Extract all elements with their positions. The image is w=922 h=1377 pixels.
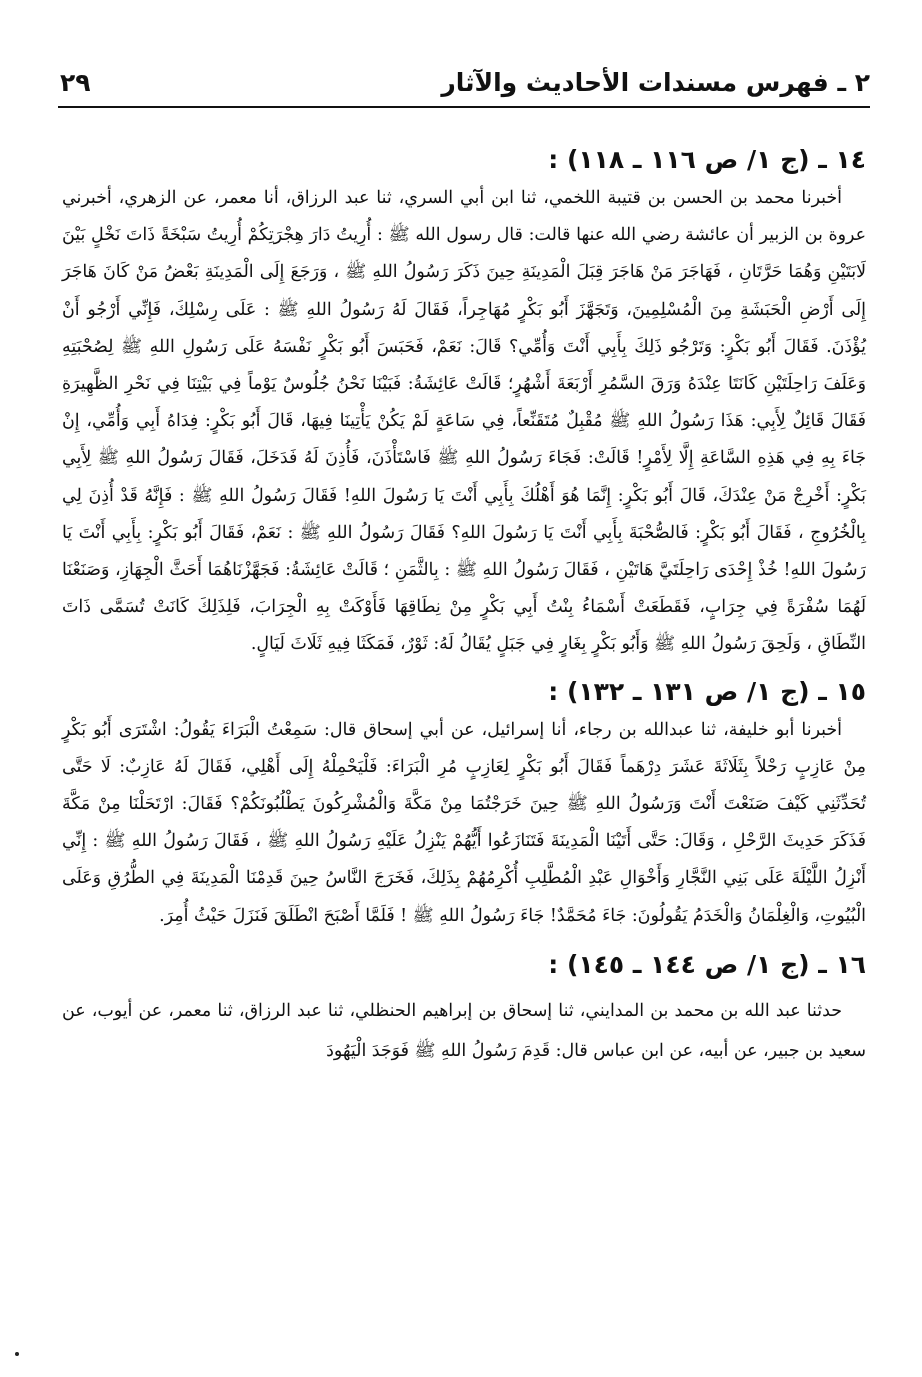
page-header [60, 62, 870, 102]
entry-text: حدثنا عبد الله بن محمد بن المدايني، ثنا إسحاق بن إبراهيم الحنظلي، ثنا عبد الرزاق، ثنا معمر، عن أيوب، عن سعيد بن جبير، عن أبيه، عن ابن عباس قال: قَدِمَ رَسُولُ اللهِ ﷺ فَوَجَدَ الْيَهُودَ [62, 1000, 866, 1061]
entry-text: أخبرنا محمد بن الحسن بن قتيبة اللخمي، ثنا ابن أبي السري، ثنا عبد الرزاق، أنا معمر، عن الزهري، أخبرني عروة بن الزبير أن عائشة رضي الله عنها قالت: قال رسول الله ﷺ : أُرِيتُ دَارَ هِجْرَتِكُمْ أُرِيتُ سَبْخَةً ذَاتَ نَخْلٍ بَيْنَ لَابَتَيْنِ وَهُمَا حَرَّتَانِ ، فَهَاجَرَ مَنْ هَاجَرَ قِبَلَ الْمَدِينَةِ حِينَ ذَكَرَ رَسُولُ اللهِ ﷺ ، وَرَجَعَ إِلَى الْمَدِينَةِ بَعْضُ مَنْ كَانَ هَاجَرَ إِلَى أَرْضِ الْحَبَشَةِ مِنَ الْمُسْلِمِينَ، وَتَجَهَّزَ أَبُو بَكْرٍ مُهَاجِراً، فَقَالَ لَهُ رَسُولُ اللهِ ﷺ : عَلَى رِسْلِكَ، فَإِنِّي أَرْجُو أَنْ يُؤْذَنَ. فَقَالَ أَبُو بَكْرٍ: وَتَرْجُو ذَلِكَ بِأَبِي أَنْتَ وَأُمِّي؟ قَالَ: نَعَمْ، فَحَبَسَ أَبُو بَكْرٍ نَفْسَهُ عَلَى رَسُولِ اللهِ ﷺ لِصُحْبَتِهِ وَعَلَفَ رَاحِلَتَيْنِ كَانَتَا عِنْدَهُ وَرَقَ السَّمُرِ أَرْبَعَةَ أَشْهُرٍ؛ قَالَتْ عَائِشَةُ: فَبَيْنَا نَحْنُ جُلُوسٌ يَوْماً فِي بَيْتِنَا فِي نَحْرِ الظَّهِيرَةِ فَقَالَ قَائِلٌ لِأَبِي: هَذَا رَسُولُ اللهِ ﷺ مُقْبِلٌ مُتَقَنِّعاً، فِي سَاعَةٍ لَمْ يَكُنْ يَأْتِينَا فِيهَا، قَالَ أَبُو بَكْرٍ: فِدَاهُ أَبِي وَأُمِّي، إِنْ جَاءَ بِهِ فِي هَذِهِ السَّاعَةِ إِلَّا لِأَمْرٍ! قَالَتْ: فَجَاءَ رَسُولُ اللهِ ﷺ فَاسْتَأْذَنَ، فَأُذِنَ لَهُ فَدَخَلَ، فَقَالَ رَسُولُ اللهِ ﷺ لِأَبِي بَكْرٍ: أَخْرِجْ مَنْ عِنْدَكَ، قَالَ أَبُو بَكْرٍ: إِنَّمَا هُوَ أَهْلُكَ بِأَبِي أَنْتَ يَا رَسُولَ اللهِ! فَقَالَ رَسُولُ اللهِ ﷺ : فَإِنَّهُ قَدْ أُذِنَ لِي بِالْخُرُوجِ ، فَقَالَ أَبُو بَكْرٍ: فَالصُّحْبَةَ بِأَبِي أَنْتَ يَا رَسُولَ اللهِ؟ فَقَالَ رَسُولُ اللهِ ﷺ : نَعَمْ، فَقَالَ أَبُو بَكْرٍ: بِأَبِي أَنْتَ يَا رَسُولَ اللهِ! خُذْ إِحْدَى رَاحِلَتَيَّ هَاتَيْنِ ، فَقَالَ رَسُولُ اللهِ ﷺ : بِالثَّمَنِ ؛ قَالَتْ عَائِشَةُ: فَجَهَّزْنَاهُمَا أَحَثَّ الْجِهَازِ، وَصَنَعْنَا لَهُمَا سُفْرَةً فِي جِرَابٍ، فَقَطَعَتْ أَسْمَاءُ بِنْتُ أَبِي بَكْرٍ مِنْ نِطَاقِهَا فَأَوْكَتْ بِهِ الْجِرَابَ، فَلِذَلِكَ كَانَتْ تُسَمَّى ذَاتَ النِّطَاقِ ، وَلَحِقَ رَسُولُ اللهِ ﷺ وَأَبُو بَكْرٍ بِغَارٍ فِي جَبَلٍ يُقَالُ لَهُ: ثَوْرٌ، فَمَكَثَا فِيهِ ثَلَاثَ لَيَالٍ. [62, 188, 866, 655]
page-body [62, 140, 866, 1079]
entry-heading: ١٦ ـ (ج ١/ ص ١٤٤ ـ ١٤٥) : [548, 949, 866, 979]
entry-text: أخبرنا أبو خليفة، ثنا عبدالله بن رجاء، أنا إسرائيل، عن أبي إسحاق قال: سَمِعْتُ الْبَرَاءَ يَقُولُ: اشْتَرَى أَبُو بَكْرٍ مِنْ عَازِبٍ رَحْلاً بِثَلَاثَةَ عَشَرَ دِرْهَماً فَقَالَ أَبُو بَكْرٍ لِعَازِبٍ مُرِ الْبَرَاءَ: فَلْيَحْمِلْهُ إِلَى أَهْلِي، فَقَالَ لَهُ عَازِبٌ: لَا حَتَّى تُحَدِّثَنِي كَيْفَ صَنَعْتَ أَنْتَ وَرَسُولُ اللهِ ﷺ حِينَ خَرَجْتُمَا مِنْ مَكَّةَ وَالْمُشْرِكُونَ يَطْلُبُونَكُمْ؟ فَقَالَ: ارْتَحَلْنَا مِنْ مَكَّةَ فَذَكَرَ حَدِيثَ الرَّحْلِ ، وَقَالَ: حَتَّى أَتَيْنَا الْمَدِينَةَ فَتَنَازَعُوا أَيُّهُمْ يَنْزِلُ عَلَيْهِ رَسُولُ اللهِ ﷺ ، فَقَالَ رَسُولُ اللهِ ﷺ : إِنِّي أَنْزِلُ اللَّيْلَةَ عَلَى بَنِي النَّجَّارِ وَأَخْوَالِ عَبْدِ الْمُطَّلِبِ أُكْرِمُهُمْ بِذَلِكَ، فَخَرَجَ النَّاسُ حِينَ قَدِمْنَا الْمَدِينَةَ فِي الطُّرُقِ وَعَلَى الْبُيُوتِ، وَالْغِلْمَانُ وَالْخَدَمُ يَقُولُونَ: جَاءَ مُحَمَّدٌ! جَاءَ رَسُولُ اللهِ ﷺ ! فَلَمَّا أَصْبَحَ انْطَلَقَ فَنَزَلَ حَيْثُ أُمِرَ. [62, 719, 866, 926]
entry-heading: ١٥ ـ (ج ١/ ص ١٣١ ـ ١٣٢) : [548, 676, 866, 706]
page-number: ٢٩ [60, 67, 91, 97]
scan-speck [15, 1352, 19, 1356]
hadith-entry [62, 140, 866, 664]
hadith-entry [62, 945, 866, 1071]
header-rule [58, 106, 870, 108]
hadith-entry [62, 672, 866, 935]
running-title: ٢ ـ فهرس مسندات الأحاديث والآثار [441, 67, 870, 97]
entry-heading: ١٤ ـ (ج ١/ ص ١١٦ ـ ١١٨) : [548, 145, 866, 174]
